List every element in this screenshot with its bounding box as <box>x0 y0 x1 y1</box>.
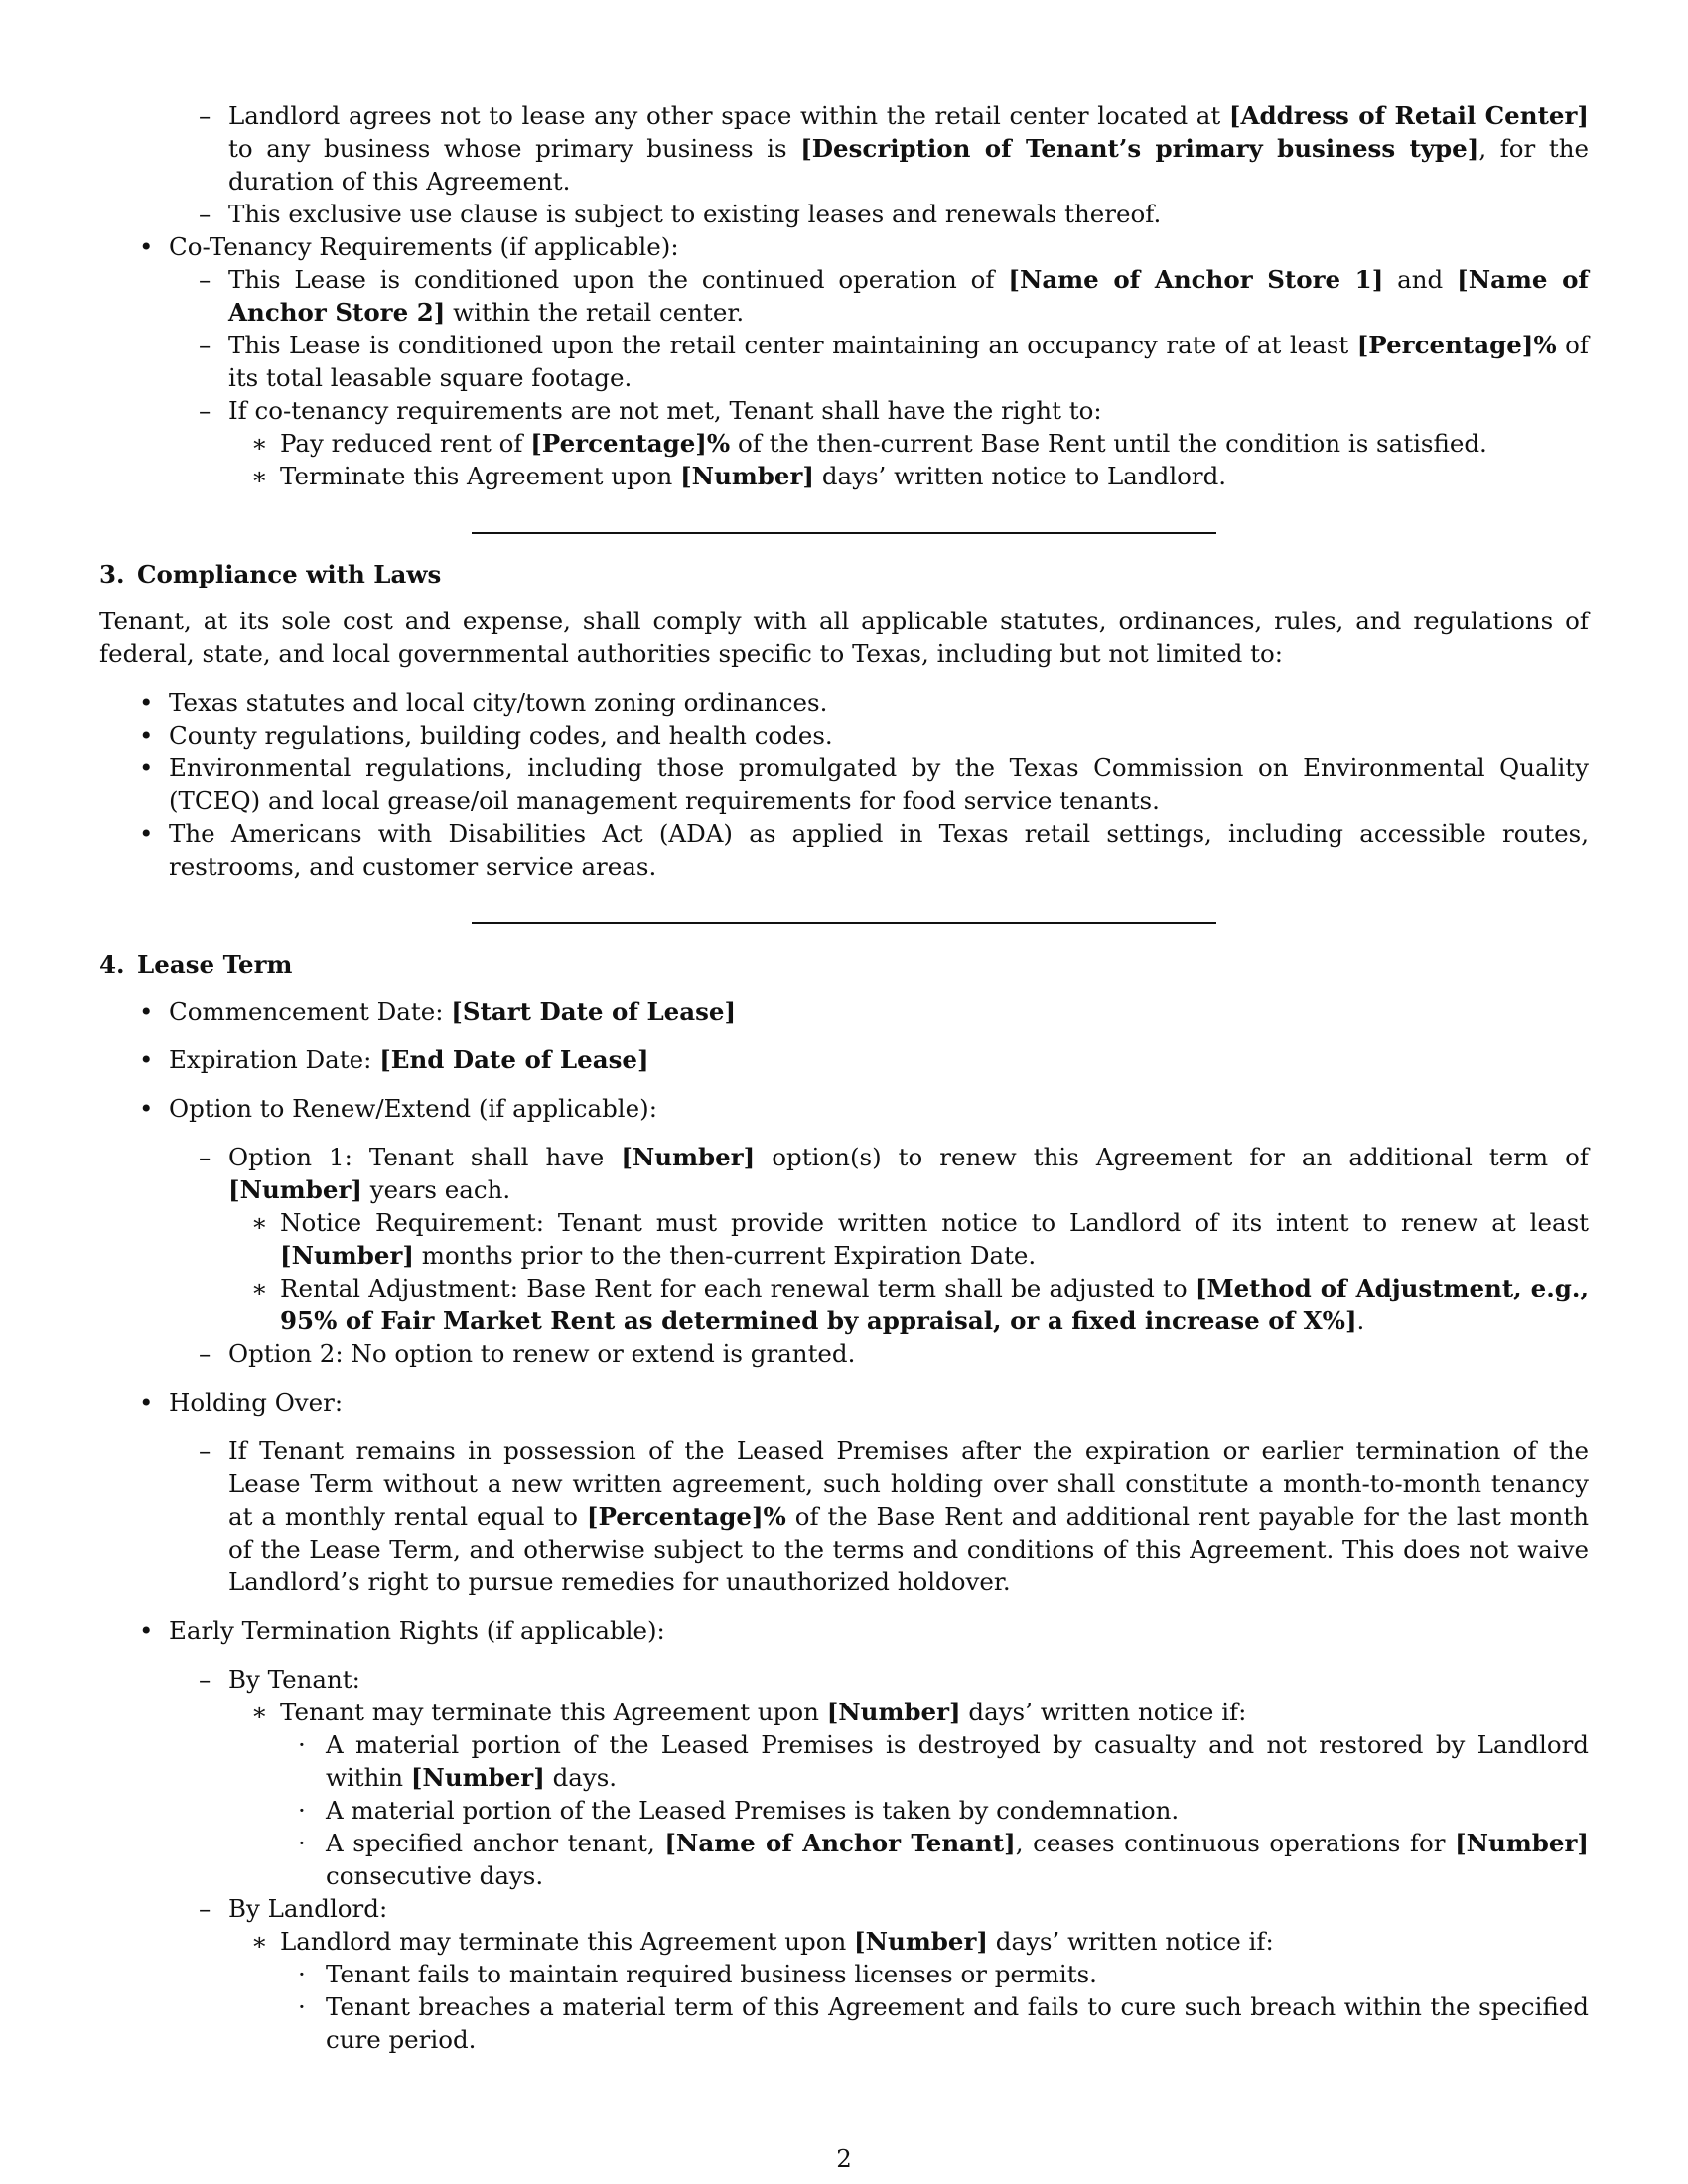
termination-party: – By Tenant: <box>199 1665 360 1694</box>
placeholder-field: [Number] <box>826 1698 961 1726</box>
placeholder-field: [Number] <box>280 1241 414 1270</box>
renewal-detail: ∗ Notice Requirement: Tenant must provide written notice to Landlord of its intent to renew at least [Number] months prior to the then-current Expiration Date. <box>251 1208 1589 1270</box>
exclusive-use-item: – This exclusive use clause is subject to existing leases and renewals thereof. <box>199 200 1162 228</box>
placeholder-field: [Number] <box>621 1143 756 1171</box>
placeholder-field: [Address of Retail Center] <box>1228 101 1589 130</box>
dot-marker: · <box>298 1960 306 1988</box>
placeholder-field: [Number] <box>1455 1829 1590 1857</box>
cotenancy-requirement: – This Lease is conditioned upon the continued operation of [Name of Anchor Store 1] and [Name of Anchor Store 2] within the retail center. <box>199 265 1589 327</box>
dash-marker: – <box>199 200 211 228</box>
cotenancy-requirement: – This Lease is conditioned upon the retail center maintaining an occupancy rate of at least [Percentage]% of its total leasable square footage. <box>199 331 1589 392</box>
bullet-marker: • <box>139 232 154 261</box>
dash-marker: – <box>199 1436 211 1465</box>
dash-marker: – <box>199 1665 211 1694</box>
placeholder-field: [Method of Adjustment, e.g., 95% of Fair Market Rent as determined by appraisal, or a fixed increase of X%] <box>280 1274 1589 1335</box>
asterisk-marker: ∗ <box>251 1274 268 1302</box>
section-divider <box>472 922 1216 924</box>
compliance-item: • Environmental regulations, including those promulgated by the Texas Commission on Environmental Quality (TCEQ) and local grease/oil management requirements for food service tenants. <box>139 753 1589 815</box>
termination-party: – By Landlord: <box>199 1894 388 1923</box>
termination-condition: · A material portion of the Leased Premises is destroyed by casualty and not restored by Landlord within [Number] days. <box>298 1730 1589 1792</box>
asterisk-marker: ∗ <box>251 1698 268 1726</box>
dash-marker: – <box>199 1339 211 1368</box>
holding-over-clause: – If Tenant remains in possession of the Leased Premises after the expiration or earlier termination of the Lease Term without a new written agreement, such holding over shall constitute a month-to-month tenancy at a monthly rental equal to [Percentage]% of the Base Rent and additional rent payable for the last month of the Lease Term, and otherwise subject to the terms and conditions of this Agreement. This does not waive Landlord’s right to pursue remedies for unauthorized holdover. <box>199 1436 1589 1596</box>
bullet-marker: • <box>139 1616 154 1645</box>
termination-condition: · Tenant fails to maintain required business licenses or permits. <box>298 1960 1097 1988</box>
renewal-option: – Option 1: Tenant shall have [Number] option(s) to renew this Agreement for an additional term of [Number] years each. <box>199 1143 1589 1204</box>
dash-marker: – <box>199 331 211 359</box>
renewal-detail: ∗ Rental Adjustment: Base Rent for each renewal term shall be adjusted to [Method of Adjustment, e.g., 95% of Fair Market Rent as determined by appraisal, or a fixed increase of X%]. <box>251 1274 1589 1335</box>
placeholder-field: [Number] <box>228 1175 362 1204</box>
bullet-marker: • <box>139 1094 154 1123</box>
dot-marker: · <box>298 1992 306 2021</box>
placeholder-field: [Start Date of Lease] <box>451 997 737 1025</box>
compliance-item: • Texas statutes and local city/town zoning ordinances. <box>139 688 828 717</box>
placeholder-field: [Percentage]% <box>1356 331 1557 359</box>
dash-marker: – <box>199 1894 211 1923</box>
asterisk-marker: ∗ <box>251 429 268 458</box>
section-intro: Tenant, at its sole cost and expense, shall comply with all applicable statutes, ordinances, rules, and regulations of federal, state, and local governmental authorities specific to Texas, including but not limited to: <box>99 607 1589 668</box>
termination-condition: · A material portion of the Leased Premises is taken by condemnation. <box>298 1796 1180 1825</box>
placeholder-field: [Name of Anchor Store 2] <box>228 265 1589 327</box>
placeholder-field: [Number] <box>854 1927 988 1956</box>
dash-marker: – <box>199 1143 211 1171</box>
cotenancy-item: • Co-Tenancy Requirements (if applicable): <box>139 232 679 261</box>
placeholder-field: [Number] <box>680 462 815 490</box>
placeholder-field: [Name of Anchor Tenant] <box>664 1829 1016 1857</box>
cotenancy-remedy: ∗ Terminate this Agreement upon [Number] days’ written notice to Landlord. <box>251 462 1227 490</box>
bullet-marker: • <box>139 753 154 782</box>
termination-condition: · Tenant breaches a material term of this Agreement and fails to cure such breach within the specified cure period. <box>298 1992 1589 2054</box>
lease-term-item: • Commencement Date: [Start Date of Lease] <box>139 997 737 1025</box>
asterisk-marker: ∗ <box>251 1208 268 1237</box>
bullet-marker: • <box>139 688 154 717</box>
bullet-marker: • <box>139 997 154 1025</box>
compliance-item: • The Americans with Disabilities Act (ADA) as applied in Texas retail settings, including accessible routes, restrooms, and customer service areas. <box>139 819 1589 881</box>
renewal-option: – Option 2: No option to renew or extend is granted. <box>199 1339 856 1368</box>
section-heading: 3. Compliance with Laws <box>99 560 442 589</box>
exclusive-use-item: – Landlord agrees not to lease any other space within the retail center located at [Address of Retail Center] to any business whose primary business is [Description of Tenant’s primary business type], for the duration of this Agreement. <box>199 101 1589 196</box>
dot-marker: · <box>298 1730 306 1759</box>
lease-term-item: • Expiration Date: [End Date of Lease] <box>139 1045 649 1074</box>
dash-marker: – <box>199 101 211 130</box>
lease-term-item: • Holding Over: <box>139 1388 344 1417</box>
termination-notice: ∗ Tenant may terminate this Agreement upon [Number] days’ written notice if: <box>251 1698 1247 1726</box>
bullet-marker: • <box>139 1045 154 1074</box>
lease-term-item: • Early Termination Rights (if applicable): <box>139 1616 665 1645</box>
asterisk-marker: ∗ <box>251 1927 268 1956</box>
asterisk-marker: ∗ <box>251 462 268 490</box>
placeholder-field: [Number] <box>410 1763 545 1792</box>
placeholder-field: [Percentage]% <box>530 429 731 458</box>
bullet-marker: • <box>139 819 154 848</box>
section-divider <box>472 532 1216 534</box>
termination-notice: ∗ Landlord may terminate this Agreement upon [Number] days’ written notice if: <box>251 1927 1274 1956</box>
lease-term-item: • Option to Renew/Extend (if applicable): <box>139 1094 657 1123</box>
placeholder-field: [Percentage]% <box>586 1502 786 1531</box>
dot-marker: · <box>298 1829 306 1857</box>
page-number: 2 <box>836 2144 852 2173</box>
bullet-marker: • <box>139 1388 154 1417</box>
document-page <box>99 99 1589 2056</box>
section-heading: 4. Lease Term <box>99 950 293 979</box>
placeholder-field: [Name of Anchor Store 1] <box>1008 265 1384 294</box>
dash-marker: – <box>199 396 211 425</box>
bullet-marker: • <box>139 721 154 750</box>
placeholder-field: [End Date of Lease] <box>379 1045 649 1074</box>
dot-marker: · <box>298 1796 306 1825</box>
compliance-item: • County regulations, building codes, and health codes. <box>139 721 833 750</box>
placeholder-field: [Description of Tenant’s primary business type] <box>800 134 1479 163</box>
cotenancy-requirement: – If co-tenancy requirements are not met, Tenant shall have the right to: <box>199 396 1102 425</box>
termination-condition: · A specified anchor tenant, [Name of Anchor Tenant], ceases continuous operations for [Number] consecutive days. <box>298 1829 1590 1890</box>
cotenancy-remedy: ∗ Pay reduced rent of [Percentage]% of the then-current Base Rent until the condition is satisfied. <box>251 429 1487 458</box>
dash-marker: – <box>199 265 211 294</box>
